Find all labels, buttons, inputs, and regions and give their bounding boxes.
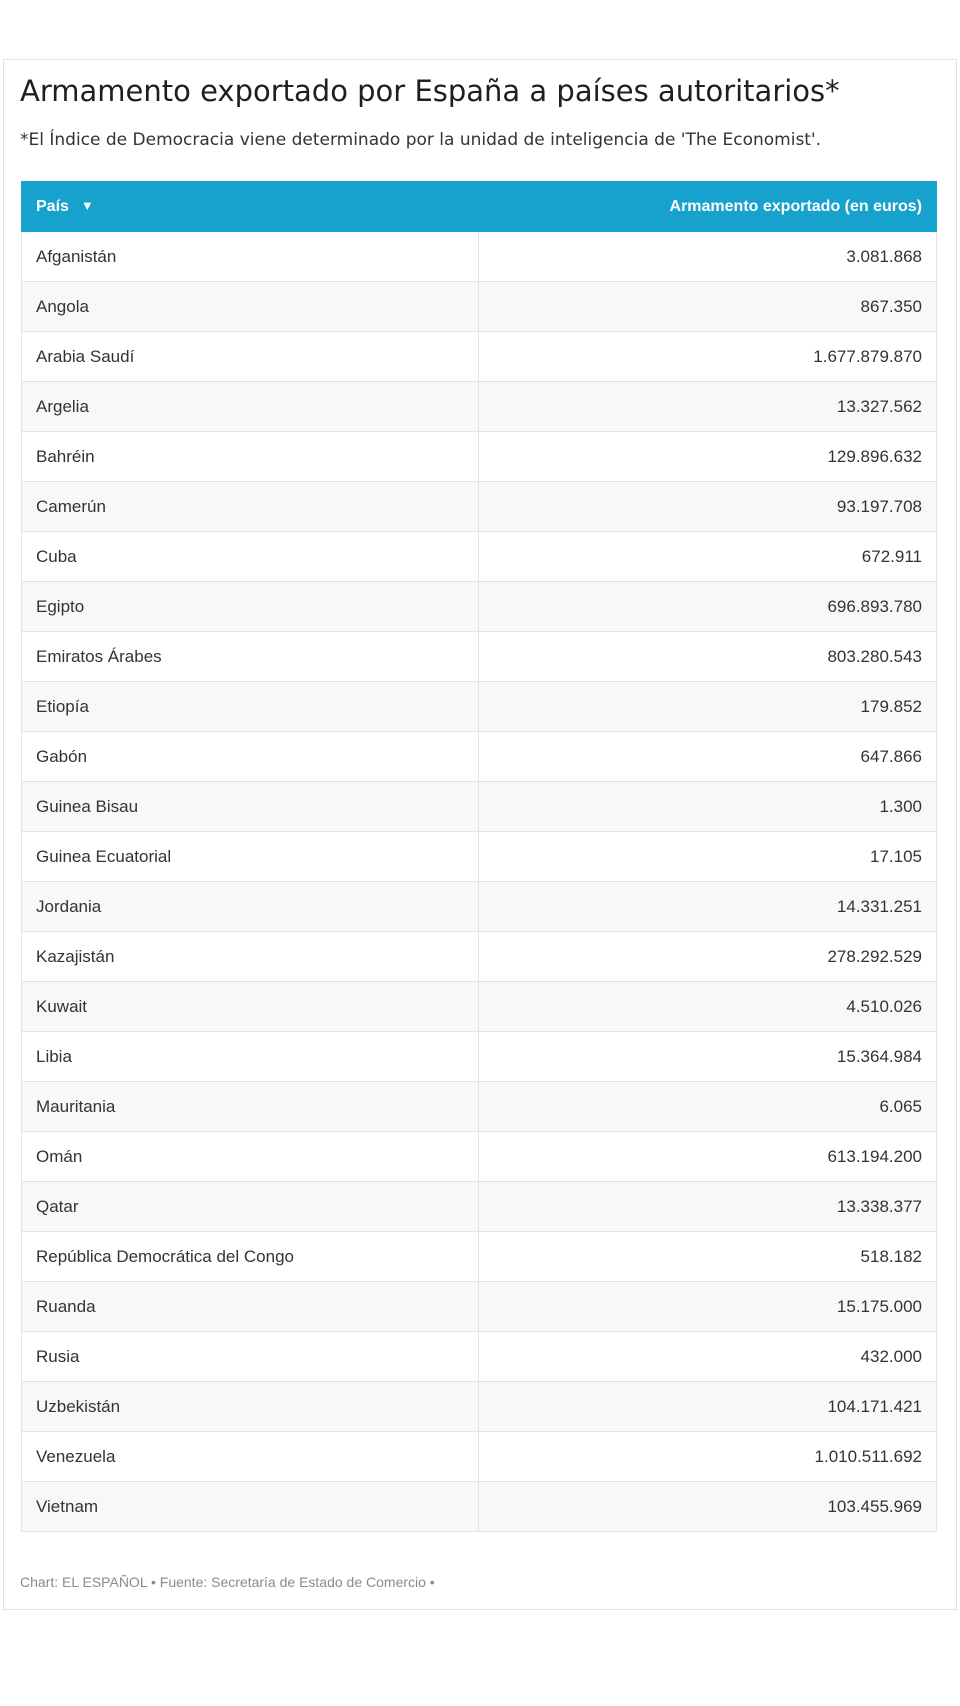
cell-value: 15.175.000 bbox=[479, 1282, 937, 1332]
cell-value: 179.852 bbox=[479, 682, 937, 732]
cell-value: 1.300 bbox=[479, 782, 937, 832]
chart-subtitle: *El Índice de Democracia viene determinado por la unidad de inteligencia de 'The Economist'. bbox=[20, 130, 822, 150]
chart-card bbox=[3, 59, 957, 1610]
cell-value: 129.896.632 bbox=[479, 432, 937, 482]
chart-source-footer: Chart: EL ESPAÑOL • Fuente: Secretaría de Estado de Comercio • bbox=[20, 1574, 435, 1590]
table-row bbox=[22, 1332, 937, 1382]
cell-country: República Democrática del Congo bbox=[22, 1232, 479, 1282]
cell-country: Guinea Ecuatorial bbox=[22, 832, 479, 882]
table-row bbox=[22, 282, 937, 332]
cell-country: Kazajistán bbox=[22, 932, 479, 982]
table-row bbox=[22, 982, 937, 1032]
table-row bbox=[22, 332, 937, 382]
cell-country: Arabia Saudí bbox=[22, 332, 479, 382]
cell-value: 93.197.708 bbox=[479, 482, 937, 532]
cell-country: Gabón bbox=[22, 732, 479, 782]
cell-country: Jordania bbox=[22, 882, 479, 932]
cell-country: Omán bbox=[22, 1132, 479, 1182]
cell-value: 1.677.879.870 bbox=[479, 332, 937, 382]
table-row bbox=[22, 1282, 937, 1332]
table-row bbox=[22, 732, 937, 782]
cell-value: 103.455.969 bbox=[479, 1482, 937, 1532]
cell-value: 518.182 bbox=[479, 1232, 937, 1282]
cell-value: 14.331.251 bbox=[479, 882, 937, 932]
table-row bbox=[22, 1432, 937, 1482]
cell-value: 432.000 bbox=[479, 1332, 937, 1382]
cell-value: 696.893.780 bbox=[479, 582, 937, 632]
table-row bbox=[22, 1482, 937, 1532]
column-header-value[interactable]: Armamento exportado (en euros) bbox=[479, 182, 937, 232]
table-row bbox=[22, 482, 937, 532]
cell-value: 3.081.868 bbox=[479, 232, 937, 282]
data-table bbox=[21, 181, 937, 1532]
table-row bbox=[22, 232, 937, 282]
column-header-country-label: País bbox=[36, 197, 69, 215]
cell-country: Etiopía bbox=[22, 682, 479, 732]
cell-value: 803.280.543 bbox=[479, 632, 937, 682]
cell-value: 613.194.200 bbox=[479, 1132, 937, 1182]
table-row bbox=[22, 832, 937, 882]
table-row bbox=[22, 682, 937, 732]
cell-country: Guinea Bisau bbox=[22, 782, 479, 832]
chart-title: Armamento exportado por España a países autoritarios* bbox=[20, 74, 840, 108]
cell-country: Afganistán bbox=[22, 232, 479, 282]
cell-value: 15.364.984 bbox=[479, 1032, 937, 1082]
table-header-row bbox=[22, 182, 937, 232]
cell-country: Rusia bbox=[22, 1332, 479, 1382]
cell-value: 1.010.511.692 bbox=[479, 1432, 937, 1482]
table-row bbox=[22, 382, 937, 432]
table-row bbox=[22, 1082, 937, 1132]
cell-country: Angola bbox=[22, 282, 479, 332]
table-row bbox=[22, 932, 937, 982]
cell-country: Emiratos Árabes bbox=[22, 632, 479, 682]
table-row bbox=[22, 1232, 937, 1282]
column-header-country[interactable] bbox=[22, 182, 479, 232]
table-row bbox=[22, 1032, 937, 1082]
cell-value: 13.327.562 bbox=[479, 382, 937, 432]
cell-value: 4.510.026 bbox=[479, 982, 937, 1032]
cell-value: 13.338.377 bbox=[479, 1182, 937, 1232]
sort-descending-icon[interactable]: ▼ bbox=[80, 197, 94, 213]
cell-country: Vietnam bbox=[22, 1482, 479, 1532]
table-row bbox=[22, 782, 937, 832]
cell-country: Cuba bbox=[22, 532, 479, 582]
table-row bbox=[22, 532, 937, 582]
cell-value: 278.292.529 bbox=[479, 932, 937, 982]
cell-country: Argelia bbox=[22, 382, 479, 432]
table-row bbox=[22, 1382, 937, 1432]
cell-country: Libia bbox=[22, 1032, 479, 1082]
cell-value: 672.911 bbox=[479, 532, 937, 582]
cell-country: Qatar bbox=[22, 1182, 479, 1232]
table-row bbox=[22, 882, 937, 932]
cell-country: Venezuela bbox=[22, 1432, 479, 1482]
table-row bbox=[22, 582, 937, 632]
cell-country: Camerún bbox=[22, 482, 479, 532]
cell-country: Mauritania bbox=[22, 1082, 479, 1132]
cell-value: 647.866 bbox=[479, 732, 937, 782]
cell-country: Ruanda bbox=[22, 1282, 479, 1332]
table-row bbox=[22, 432, 937, 482]
cell-country: Kuwait bbox=[22, 982, 479, 1032]
table-row bbox=[22, 1182, 937, 1232]
cell-value: 17.105 bbox=[479, 832, 937, 882]
table-row bbox=[22, 1132, 937, 1182]
cell-value: 867.350 bbox=[479, 282, 937, 332]
cell-value: 6.065 bbox=[479, 1082, 937, 1132]
cell-country: Bahréin bbox=[22, 432, 479, 482]
cell-value: 104.171.421 bbox=[479, 1382, 937, 1432]
table-row bbox=[22, 632, 937, 682]
cell-country: Egipto bbox=[22, 582, 479, 632]
cell-country: Uzbekistán bbox=[22, 1382, 479, 1432]
table-body bbox=[22, 232, 937, 1532]
